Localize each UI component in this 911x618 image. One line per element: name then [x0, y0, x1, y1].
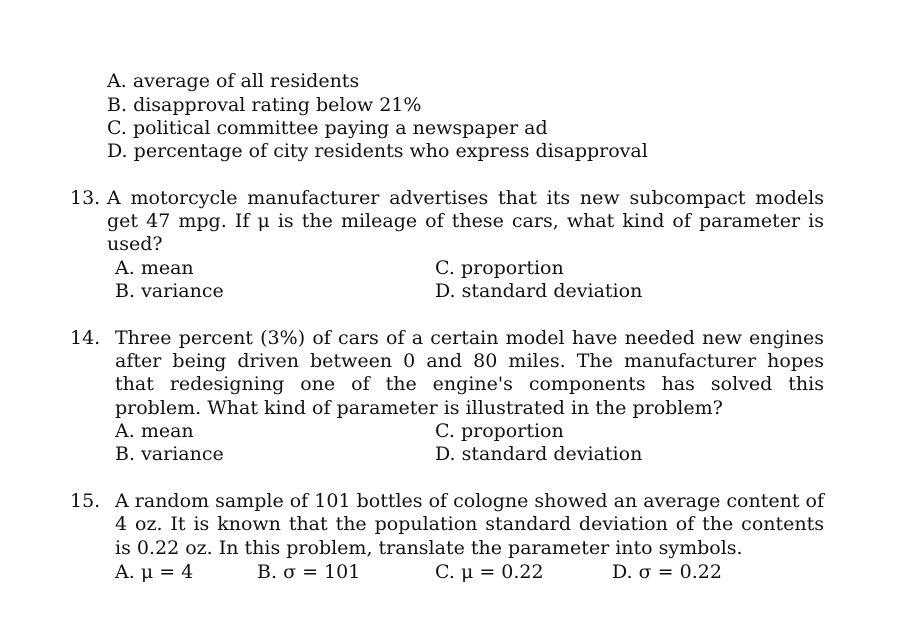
- question-text-line: A random sample of 101 bottles of cologne showed an average content of: [115, 490, 824, 512]
- option-a: A. mean: [115, 420, 194, 442]
- question-number: 14.: [70, 327, 101, 349]
- question-text-line: after being driven between 0 and 80 miles. The manufacturer hopes: [115, 350, 824, 372]
- option-b: B. variance: [115, 280, 224, 302]
- option-d: D. σ = 0.22: [612, 561, 722, 583]
- option-b: B. variance: [115, 443, 224, 465]
- option-b: B. σ = 101: [257, 561, 361, 583]
- question-text-line: problem. What kind of parameter is illustrated in the problem?: [115, 397, 723, 419]
- option-a: A. μ = 4: [115, 561, 194, 583]
- question-text-line: Three percent (3%) of cars of a certain model have needed new engines: [115, 327, 824, 349]
- question-text-line: that redesigning one of the engine's components has solved this: [115, 373, 824, 395]
- option-c: C. proportion: [435, 420, 564, 442]
- option-a: A. average of all residents: [107, 70, 360, 92]
- option-c: C. μ = 0.22: [435, 561, 544, 583]
- option-b: B. disapproval rating below 21%: [107, 94, 422, 116]
- option-a: A. mean: [115, 257, 194, 279]
- option-c: C. political committee paying a newspaper ad: [107, 117, 548, 139]
- question-text-line: A motorcycle manufacturer advertises that its new subcompact models: [107, 187, 824, 209]
- option-d: D. percentage of city residents who express disapproval: [107, 140, 648, 162]
- question-number: 15.: [70, 490, 101, 512]
- option-c: C. proportion: [435, 257, 564, 279]
- question-text-line: used?: [107, 233, 163, 255]
- question-number: 13.: [70, 187, 101, 209]
- question-text-line: 4 oz. It is known that the population standard deviation of the contents: [115, 513, 824, 535]
- question-text-line: get 47 mpg. If μ is the mileage of these cars, what kind of parameter is: [107, 210, 824, 232]
- question-text-line: is 0.22 oz. In this problem, translate the parameter into symbols.: [115, 537, 743, 559]
- option-d: D. standard deviation: [435, 280, 643, 302]
- option-d: D. standard deviation: [435, 443, 643, 465]
